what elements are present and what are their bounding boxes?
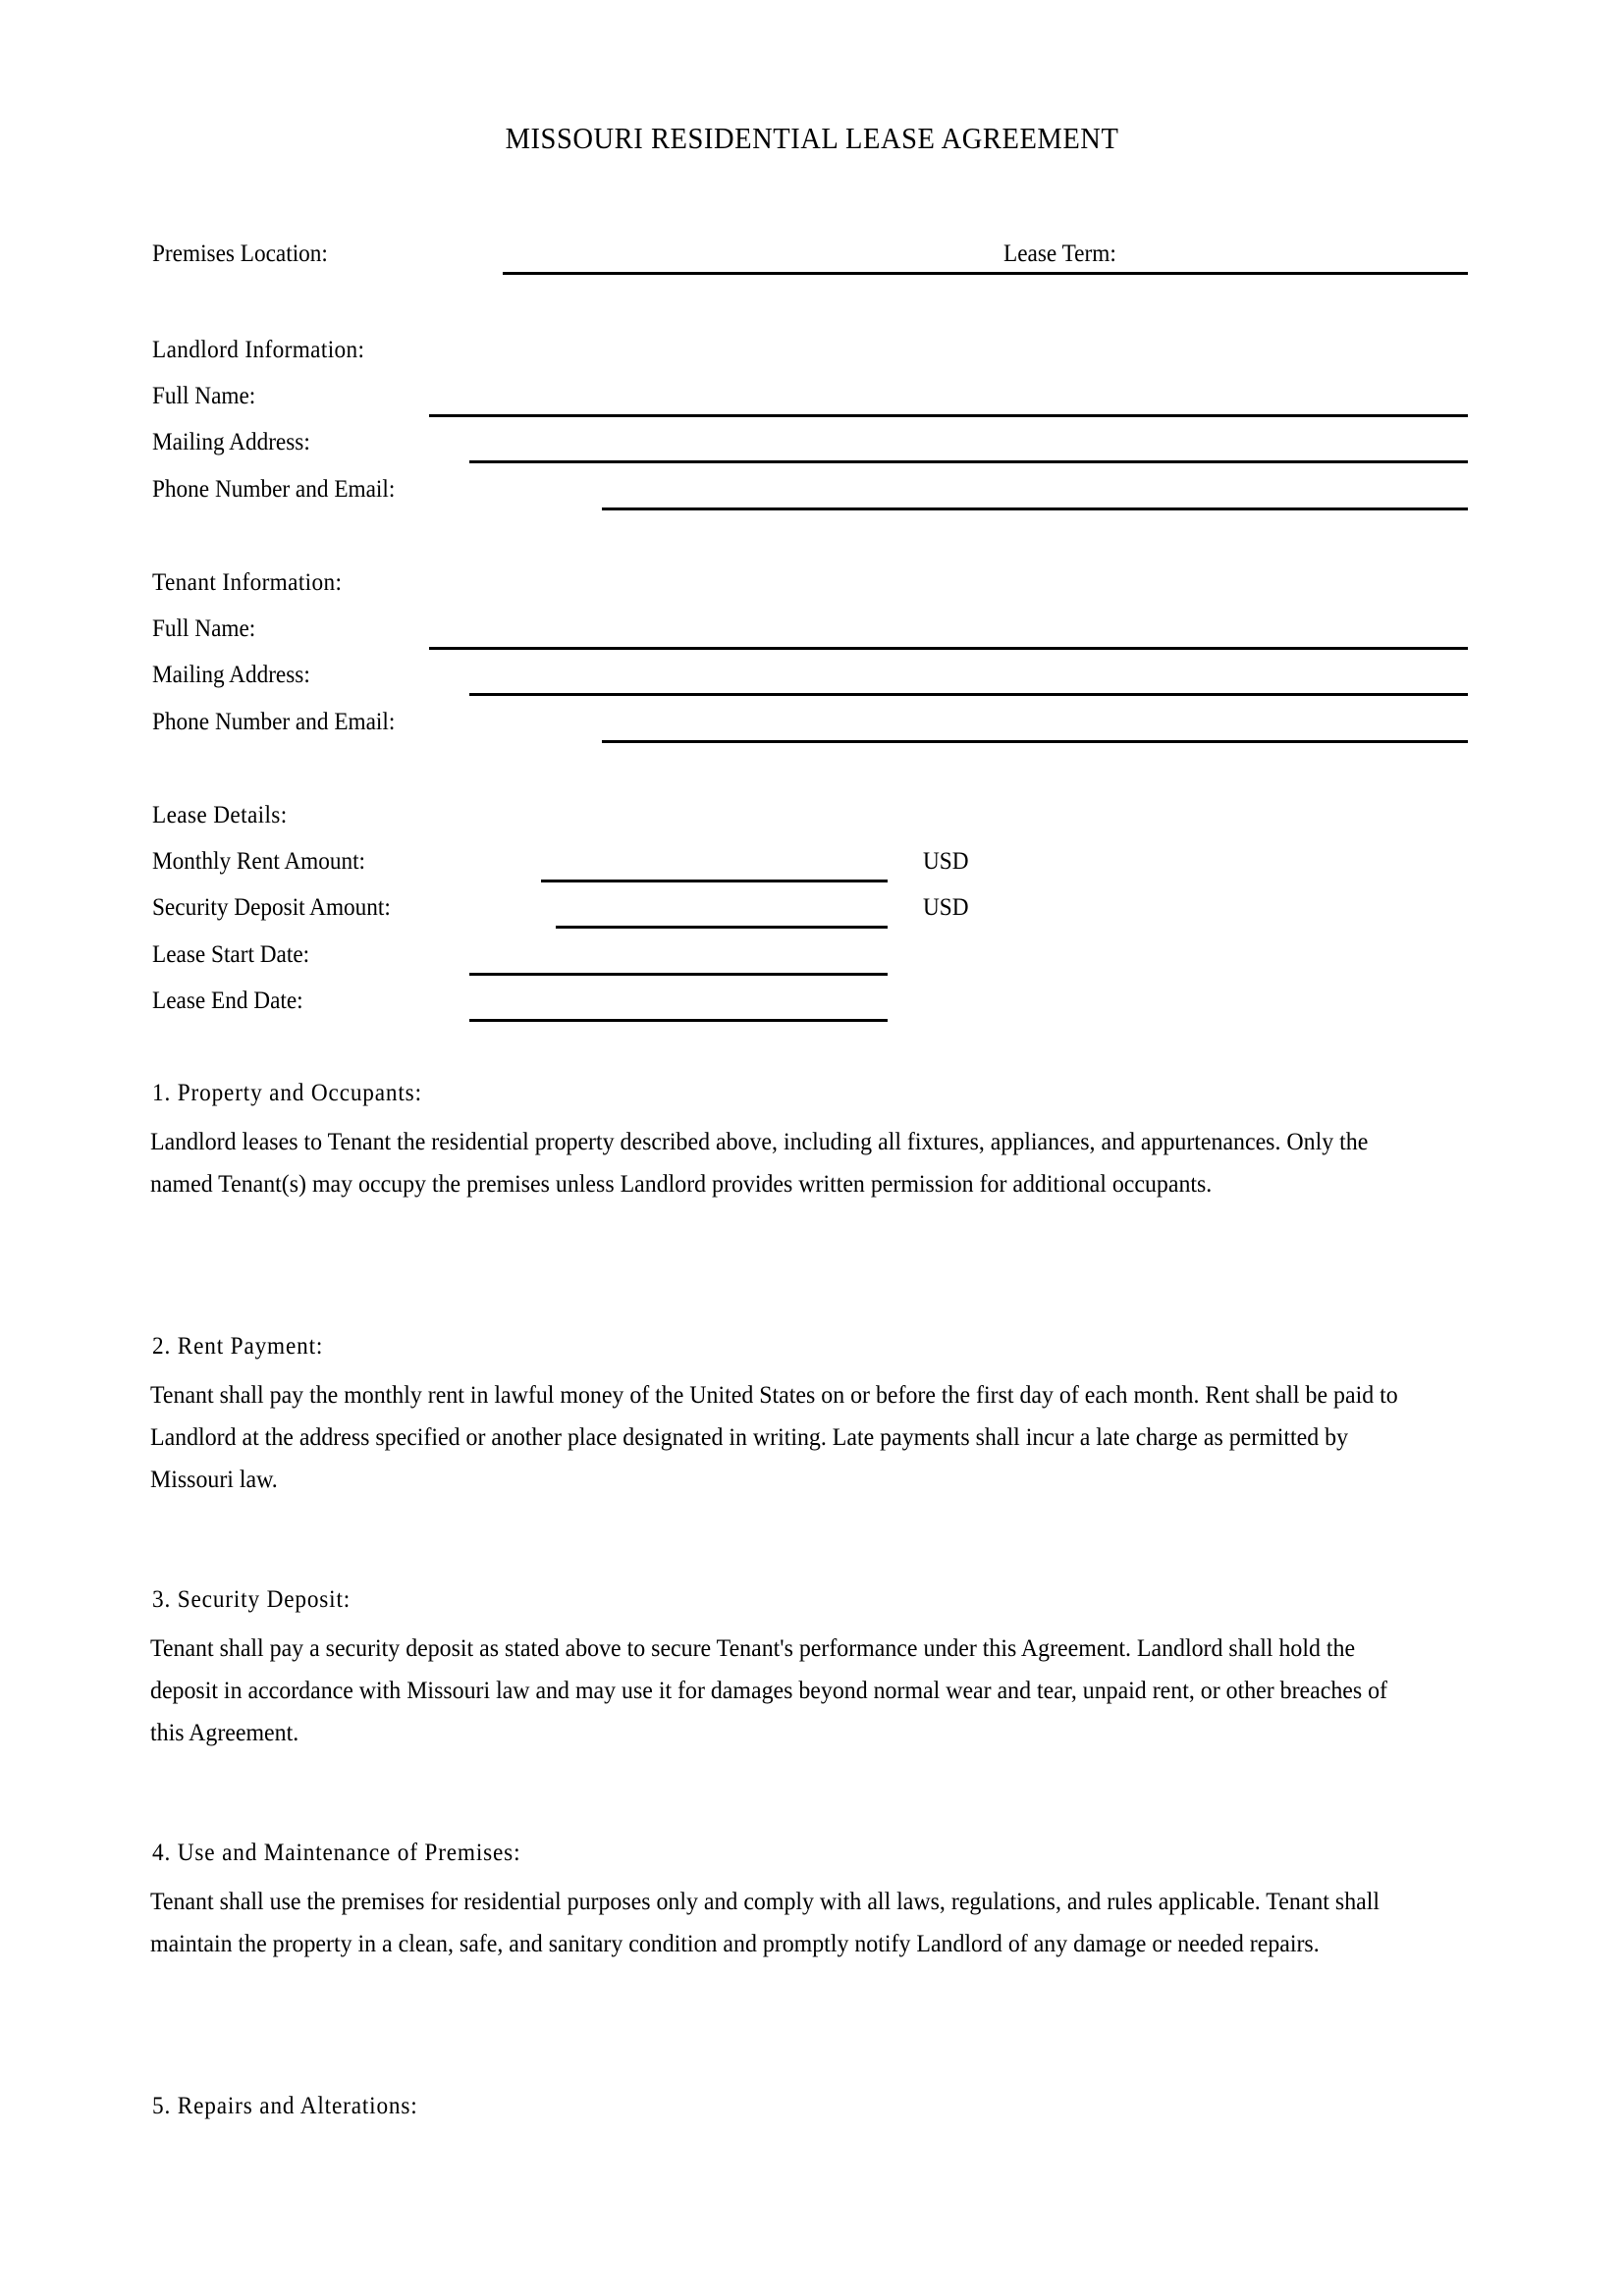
tenant-mailing-address-label: Mailing Address: <box>152 662 310 688</box>
premises-location-input-rule[interactable] <box>503 272 1468 275</box>
tenant-full-name-input-rule[interactable] <box>429 647 1468 650</box>
landlord-full-name-input-rule[interactable] <box>429 414 1468 417</box>
landlord-full-name-label: Full Name: <box>152 383 256 409</box>
security-deposit-input-rule[interactable] <box>556 926 888 929</box>
landlord-information-heading: Landlord Information: <box>152 337 365 363</box>
landlord-phone-email-label: Phone Number and Email: <box>152 476 396 503</box>
section-2-body: Tenant shall pay the monthly rent in lawful money of the United States on or before the first day of each month. Rent shall be paid to Landlord at the address specified or another place designated in writing. Late payments shall incur a late charge as permitted by Missouri law. <box>150 1382 1398 1493</box>
landlord-phone-email-input-rule[interactable] <box>602 507 1468 510</box>
lease-term-label: Lease Term: <box>1003 240 1116 267</box>
tenant-phone-email-input-rule[interactable] <box>602 740 1468 743</box>
lease-start-date-label: Lease Start Date: <box>152 941 310 968</box>
landlord-mailing-address-label: Mailing Address: <box>152 429 310 455</box>
section-4-body: Tenant shall use the premises for residential purposes only and comply with all laws, regulations, and rules applicable. Tenant shall maintain the property in a clean, safe, and sanitary condition and promptly notify Landlord of any damage or needed repairs. <box>150 1889 1380 1957</box>
section-1-body: Landlord leases to Tenant the residential property described above, including all fixtures, appliances, and appurtenances. Only the named Tenant(s) may occupy the premises unless Landlord provides written permission for additional occupants. <box>150 1129 1369 1198</box>
lease-end-date-input-rule[interactable] <box>469 1019 888 1022</box>
monthly-rent-currency-unit: USD <box>923 848 969 875</box>
security-deposit-currency-unit: USD <box>923 894 969 921</box>
monthly-rent-label: Monthly Rent Amount: <box>152 848 366 875</box>
section-5-heading: 5. Repairs and Alterations: <box>152 2093 418 2119</box>
section-2-heading: 2. Rent Payment: <box>152 1333 324 1360</box>
monthly-rent-input-rule[interactable] <box>541 880 888 882</box>
lease-end-date-label: Lease End Date: <box>152 988 303 1014</box>
page-title: MISSOURI RESIDENTIAL LEASE AGREEMENT <box>505 121 1119 155</box>
lease-details-heading: Lease Details: <box>152 802 288 828</box>
section-3-body: Tenant shall pay a security deposit as stated above to secure Tenant's performance under this Agreement. Landlord shall hold the deposit in accordance with Missouri law and may use it for damages beyond normal wear and tear, unpaid rent, or other breaches of this Agreement. <box>150 1635 1388 1746</box>
section-3-heading: 3. Security Deposit: <box>152 1586 352 1613</box>
section-1-heading: 1. Property and Occupants: <box>152 1080 422 1106</box>
premises-location-label: Premises Location: <box>152 240 328 267</box>
lease-start-date-input-rule[interactable] <box>469 973 888 976</box>
tenant-information-heading: Tenant Information: <box>152 569 343 596</box>
tenant-full-name-label: Full Name: <box>152 615 256 642</box>
tenant-phone-email-label: Phone Number and Email: <box>152 709 396 735</box>
tenant-mailing-address-input-rule[interactable] <box>469 693 1468 696</box>
landlord-mailing-address-input-rule[interactable] <box>469 460 1468 463</box>
section-4-heading: 4. Use and Maintenance of Premises: <box>152 1840 521 1866</box>
security-deposit-label: Security Deposit Amount: <box>152 894 391 921</box>
